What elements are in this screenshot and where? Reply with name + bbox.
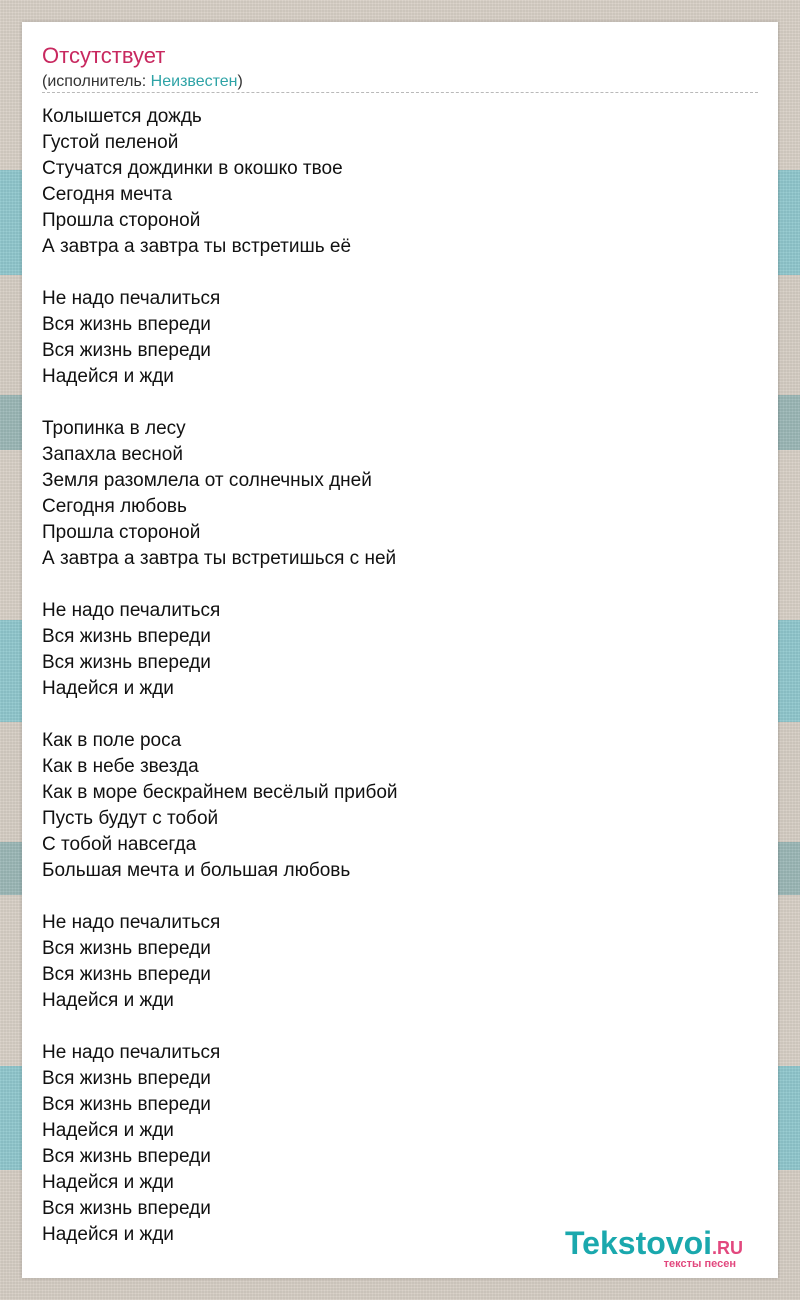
lyric-line: Вся жизнь впереди	[42, 1146, 211, 1167]
lyric-line: Надейся и жди	[42, 678, 174, 699]
dashed-divider	[42, 92, 758, 93]
logo-tld: .RU	[712, 1238, 743, 1258]
logo-name: Tekstovoi	[565, 1225, 712, 1261]
lyric-line: Вся жизнь впереди	[42, 938, 211, 959]
tekstovoi-logo[interactable]	[565, 1226, 770, 1270]
lyric-line: Прошла стороной	[42, 210, 201, 231]
lyrics-card	[22, 22, 778, 1278]
lyric-line: Надейся и жди	[42, 1120, 174, 1141]
artist-prefix: (исполнитель:	[42, 73, 151, 90]
lyric-line: Прошла стороной	[42, 522, 201, 543]
lyric-line: Как в поле роса	[42, 730, 182, 751]
lyric-line: Надейся и жди	[42, 1224, 174, 1245]
lyric-line: Запахла весной	[42, 444, 183, 465]
lyric-line: Вся жизнь впереди	[42, 314, 211, 335]
stanza	[42, 416, 742, 572]
lyric-line: А завтра а завтра ты встретишься с ней	[42, 548, 397, 569]
artist-link[interactable]: Неизвестен	[150, 73, 238, 90]
lyric-line: Большая мечта и большая любовь	[42, 860, 351, 881]
stanza	[42, 598, 742, 702]
lyric-line: Надейся и жди	[42, 1172, 174, 1193]
stanza	[42, 104, 742, 260]
lyric-line: Не надо печалиться	[42, 288, 221, 309]
lyric-line: Тропинка в лесу	[42, 418, 186, 439]
lyric-line: А завтра а завтра ты встретишь её	[42, 236, 352, 257]
lyric-line: Не надо печалиться	[42, 912, 221, 933]
lyric-line: Вся жизнь впереди	[42, 1198, 211, 1219]
stanza	[42, 728, 742, 884]
lyric-line: Стучатся дождинки в окошко твое	[42, 158, 343, 179]
stanza	[42, 1040, 742, 1248]
lyric-line: Не надо печалиться	[42, 600, 221, 621]
song-title: Отсутствует	[42, 43, 166, 68]
lyric-line: Вся жизнь впереди	[42, 1068, 211, 1089]
lyric-line: Как в небе звезда	[42, 756, 199, 777]
lyric-line: Сегодня мечта	[42, 184, 173, 205]
lyric-line: Вся жизнь впереди	[42, 964, 211, 985]
lyric-line: Вся жизнь впереди	[42, 652, 211, 673]
artist-suffix: )	[237, 73, 243, 90]
lyric-line: Земля разомлела от солнечных дней	[42, 470, 372, 491]
stanza	[42, 910, 742, 1014]
lyric-line: С тобой навсегда	[42, 834, 197, 855]
lyric-line: Густой пеленой	[42, 132, 179, 153]
lyric-line: Вся жизнь впереди	[42, 1094, 211, 1115]
lyric-line: Не надо печалиться	[42, 1042, 221, 1063]
stanza	[42, 286, 742, 390]
logo-tagline: тексты песен	[663, 1258, 736, 1270]
lyric-line: Надейся и жди	[42, 366, 174, 387]
artist-line	[42, 72, 243, 92]
lyric-line: Пусть будут с тобой	[42, 808, 219, 829]
lyric-line: Надейся и жди	[42, 990, 174, 1011]
lyric-line: Как в море бескрайнем весёлый прибой	[42, 782, 398, 803]
lyric-line: Вся жизнь впереди	[42, 626, 211, 647]
lyric-line: Сегодня любовь	[42, 496, 187, 517]
lyrics-text	[42, 104, 742, 1248]
lyric-line: Вся жизнь впереди	[42, 340, 211, 361]
lyric-line: Колышется дождь	[42, 106, 202, 127]
